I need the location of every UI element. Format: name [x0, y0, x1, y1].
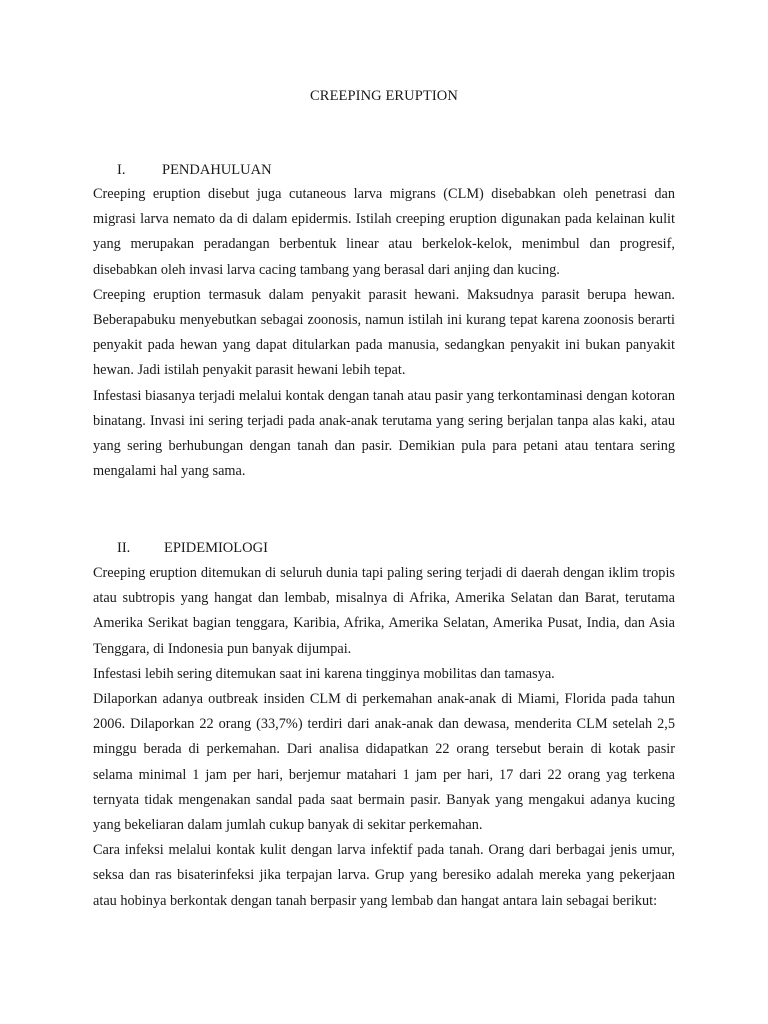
paragraph: Infestasi lebih sering ditemukan saat ini karena tingginya mobilitas dan tamasya.	[93, 665, 555, 682]
section-body-pendahuluan	[93, 182, 675, 484]
section-number: I.	[117, 162, 126, 178]
paragraph: Infestasi biasanya terjadi melalui kontak dengan tanah atau pasir yang terkontaminasi dengan kotoran binatang. Invasi ini sering terjadi pada anak-anak terutama yang sering berjalan tanpa alas kaki, atau yang sering berhubungan dengan tanah dan pasir. Demikian pula para petani atau tentara sering mengalami hal yang sama.	[93, 387, 675, 480]
document-title: CREEPING ERUPTION	[310, 88, 458, 104]
paragraph: Creeping eruption ditemukan di seluruh dunia tapi paling sering terjadi di daerah dengan iklim tropis atau subtropis yang hangat dan lembab, misalnya di Afrika, Amerika Selatan dan Barat, terutama Amerika Serikat bagian tenggara, Karibia, Afrika, Amerika Selatan, Amerika Pusat, India, dan Asia Tenggara, di Indonesia pun banyak dijumpai.	[93, 565, 675, 657]
section-body-epidemiologi	[93, 561, 675, 914]
section-number: II.	[117, 540, 131, 556]
paragraph: Cara infeksi melalui kontak kulit dengan larva infektif pada tanah. Orang dari berbagai jenis umur, seksa dan ras bisaterinfeksi jika terpajan larva. Grup yang beresiko adalah mereka yang pekerjaan atau hobinya berkontak dengan tanah berpasir yang lembab dan hangat antara lain sebagai berikut:	[93, 842, 675, 909]
paragraph: Creeping eruption disebut juga cutaneous larva migrans (CLM) disebabkan oleh penetrasi dan migrasi larva nemato da di dalam epidermis. Istilah creeping eruption digunakan pada kelainan kulit yang merupakan peradangan berbentuk linear atau berkelok-kelok, menimbul dan progresif, disebabkan oleh invasi larva cacing tambang yang berasal dari anjing dan kucing.	[93, 186, 675, 278]
section-heading-text: PENDAHULUAN	[162, 162, 272, 178]
section-heading-epidemiologi	[117, 540, 268, 557]
section-heading-text: EPIDEMIOLOGI	[164, 540, 268, 556]
section-heading-pendahuluan	[117, 162, 272, 179]
paragraph: Dilaporkan adanya outbreak insiden CLM di perkemahan anak-anak di Miami, Florida pada tahun 2006. Dilaporkan 22 orang (33,7%) terdiri dari anak-anak dan dewasa, menderita CLM setelah 2,5 minggu berada di perkemahan. Dari analisa didapatkan 22 orang tersebut berain di kotak pasir selama minimal 1 jam per hari, berjemur matahari 1 jam per hari, 17 dari 22 orang yag terkena ternyata tidak mengenakan sandal pada saat bermain pasir. Banyak yang mengakui adanya kucing yang bekeliaran dalam jumlah cukup banyak di sekitar perkemahan.	[93, 691, 675, 834]
paragraph: Creeping eruption termasuk dalam penyakit parasit hewani. Maksudnya parasit berupa hewan. Beberapabuku menyebutkan sebagai zoonosis, namun istilah ini kurang tepat karena zoonosis berarti penyakit pada hewan yang dapat ditularkan pada manusia, sedangkan penyakit ini bukan panyakit hewan. Jadi istilah penyakit parasit hewani lebih tepat.	[93, 286, 675, 379]
